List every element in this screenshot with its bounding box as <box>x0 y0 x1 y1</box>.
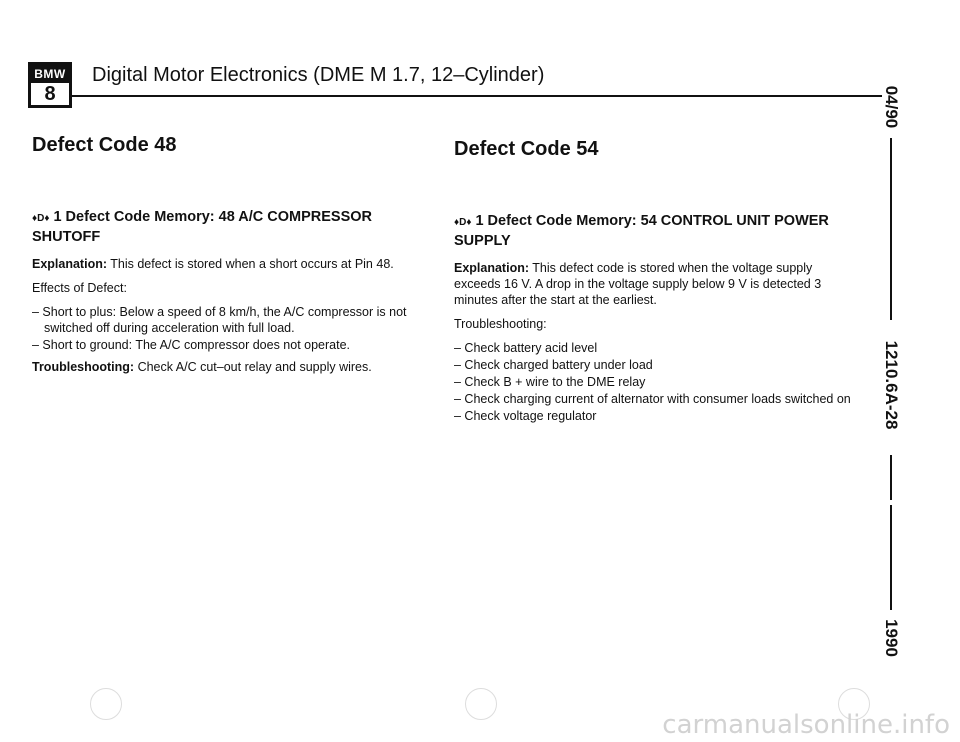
defect-54-memory-title: 1 Defect Code Memory: 54 CONTROL UNIT POWER SUPPLY <box>454 213 829 249</box>
diamond-d-icon: ♦D♦ <box>32 213 50 224</box>
document-title: Digital Motor Electronics (DME M 1.7, 12–Cylinder) <box>92 64 545 86</box>
step-item: – Check B + wire to the DME relay <box>454 375 646 389</box>
defect-54-section <box>454 212 854 430</box>
explanation-label: Explanation: <box>32 257 108 271</box>
punch-hole-left <box>90 688 122 720</box>
defect-54-explanation <box>454 260 854 308</box>
side-line-2 <box>890 455 892 500</box>
defect-48-memory-title: 1 Defect Code Memory: 48 A/C COMPRESSOR SHUTOFF <box>32 209 373 245</box>
side-page-ref: 1210.6A-28 <box>882 340 901 430</box>
effects-label: Effects of Defect: <box>32 281 127 295</box>
step-item: – Check charging current of alternator with consumer loads switched on <box>454 392 851 406</box>
logo-brand: BMW <box>31 65 69 83</box>
explanation-text: This defect code is stored when the voltage supply exceeds 16 V. A drop in the voltage supply below 9 V is detected 3 minutes after the start at the earliest. <box>454 261 822 307</box>
diamond-d-icon: ♦D♦ <box>454 217 472 228</box>
defect-48-section <box>32 208 432 383</box>
step-item: – Check voltage regulator <box>454 409 597 423</box>
side-year: 1990 <box>882 619 901 657</box>
troubleshooting-text: Check A/C cut–out relay and supply wires. <box>137 360 372 374</box>
explanation-label: Explanation: <box>454 261 530 275</box>
step-item: – Check charged battery under load <box>454 358 653 372</box>
defect-48-title: Defect Code 48 <box>32 134 177 156</box>
defect-48-troubleshooting <box>32 359 432 375</box>
troubleshooting-label: Troubleshooting: <box>32 360 135 374</box>
step-item: – Check battery acid level <box>454 341 598 355</box>
bmw-8-logo <box>28 62 72 108</box>
watermark: carmanualsonline.info <box>662 710 950 740</box>
defect-54-title: Defect Code 54 <box>454 138 599 160</box>
effect-item: – Short to ground: The A/C compressor does not operate. <box>32 338 351 352</box>
logo-series: 8 <box>44 83 56 105</box>
header-rule <box>72 95 882 97</box>
troubleshooting-label: Troubleshooting: <box>454 317 547 331</box>
side-date: 04/90 <box>882 85 901 129</box>
side-line-3 <box>890 505 892 610</box>
side-line-1 <box>890 138 892 320</box>
punch-hole-center <box>465 688 497 720</box>
effect-item: – Short to plus: Below a speed of 8 km/h, the A/C compressor is not switched off during acceleration with full load. <box>32 305 407 335</box>
defect-48-memory-heading <box>32 208 432 246</box>
effects-list <box>32 304 432 353</box>
explanation-text: This defect is stored when a short occurs at Pin 48. <box>110 257 394 271</box>
troubleshooting-steps <box>454 340 854 424</box>
defect-54-memory-heading <box>454 212 854 250</box>
defect-48-explanation <box>32 256 432 272</box>
